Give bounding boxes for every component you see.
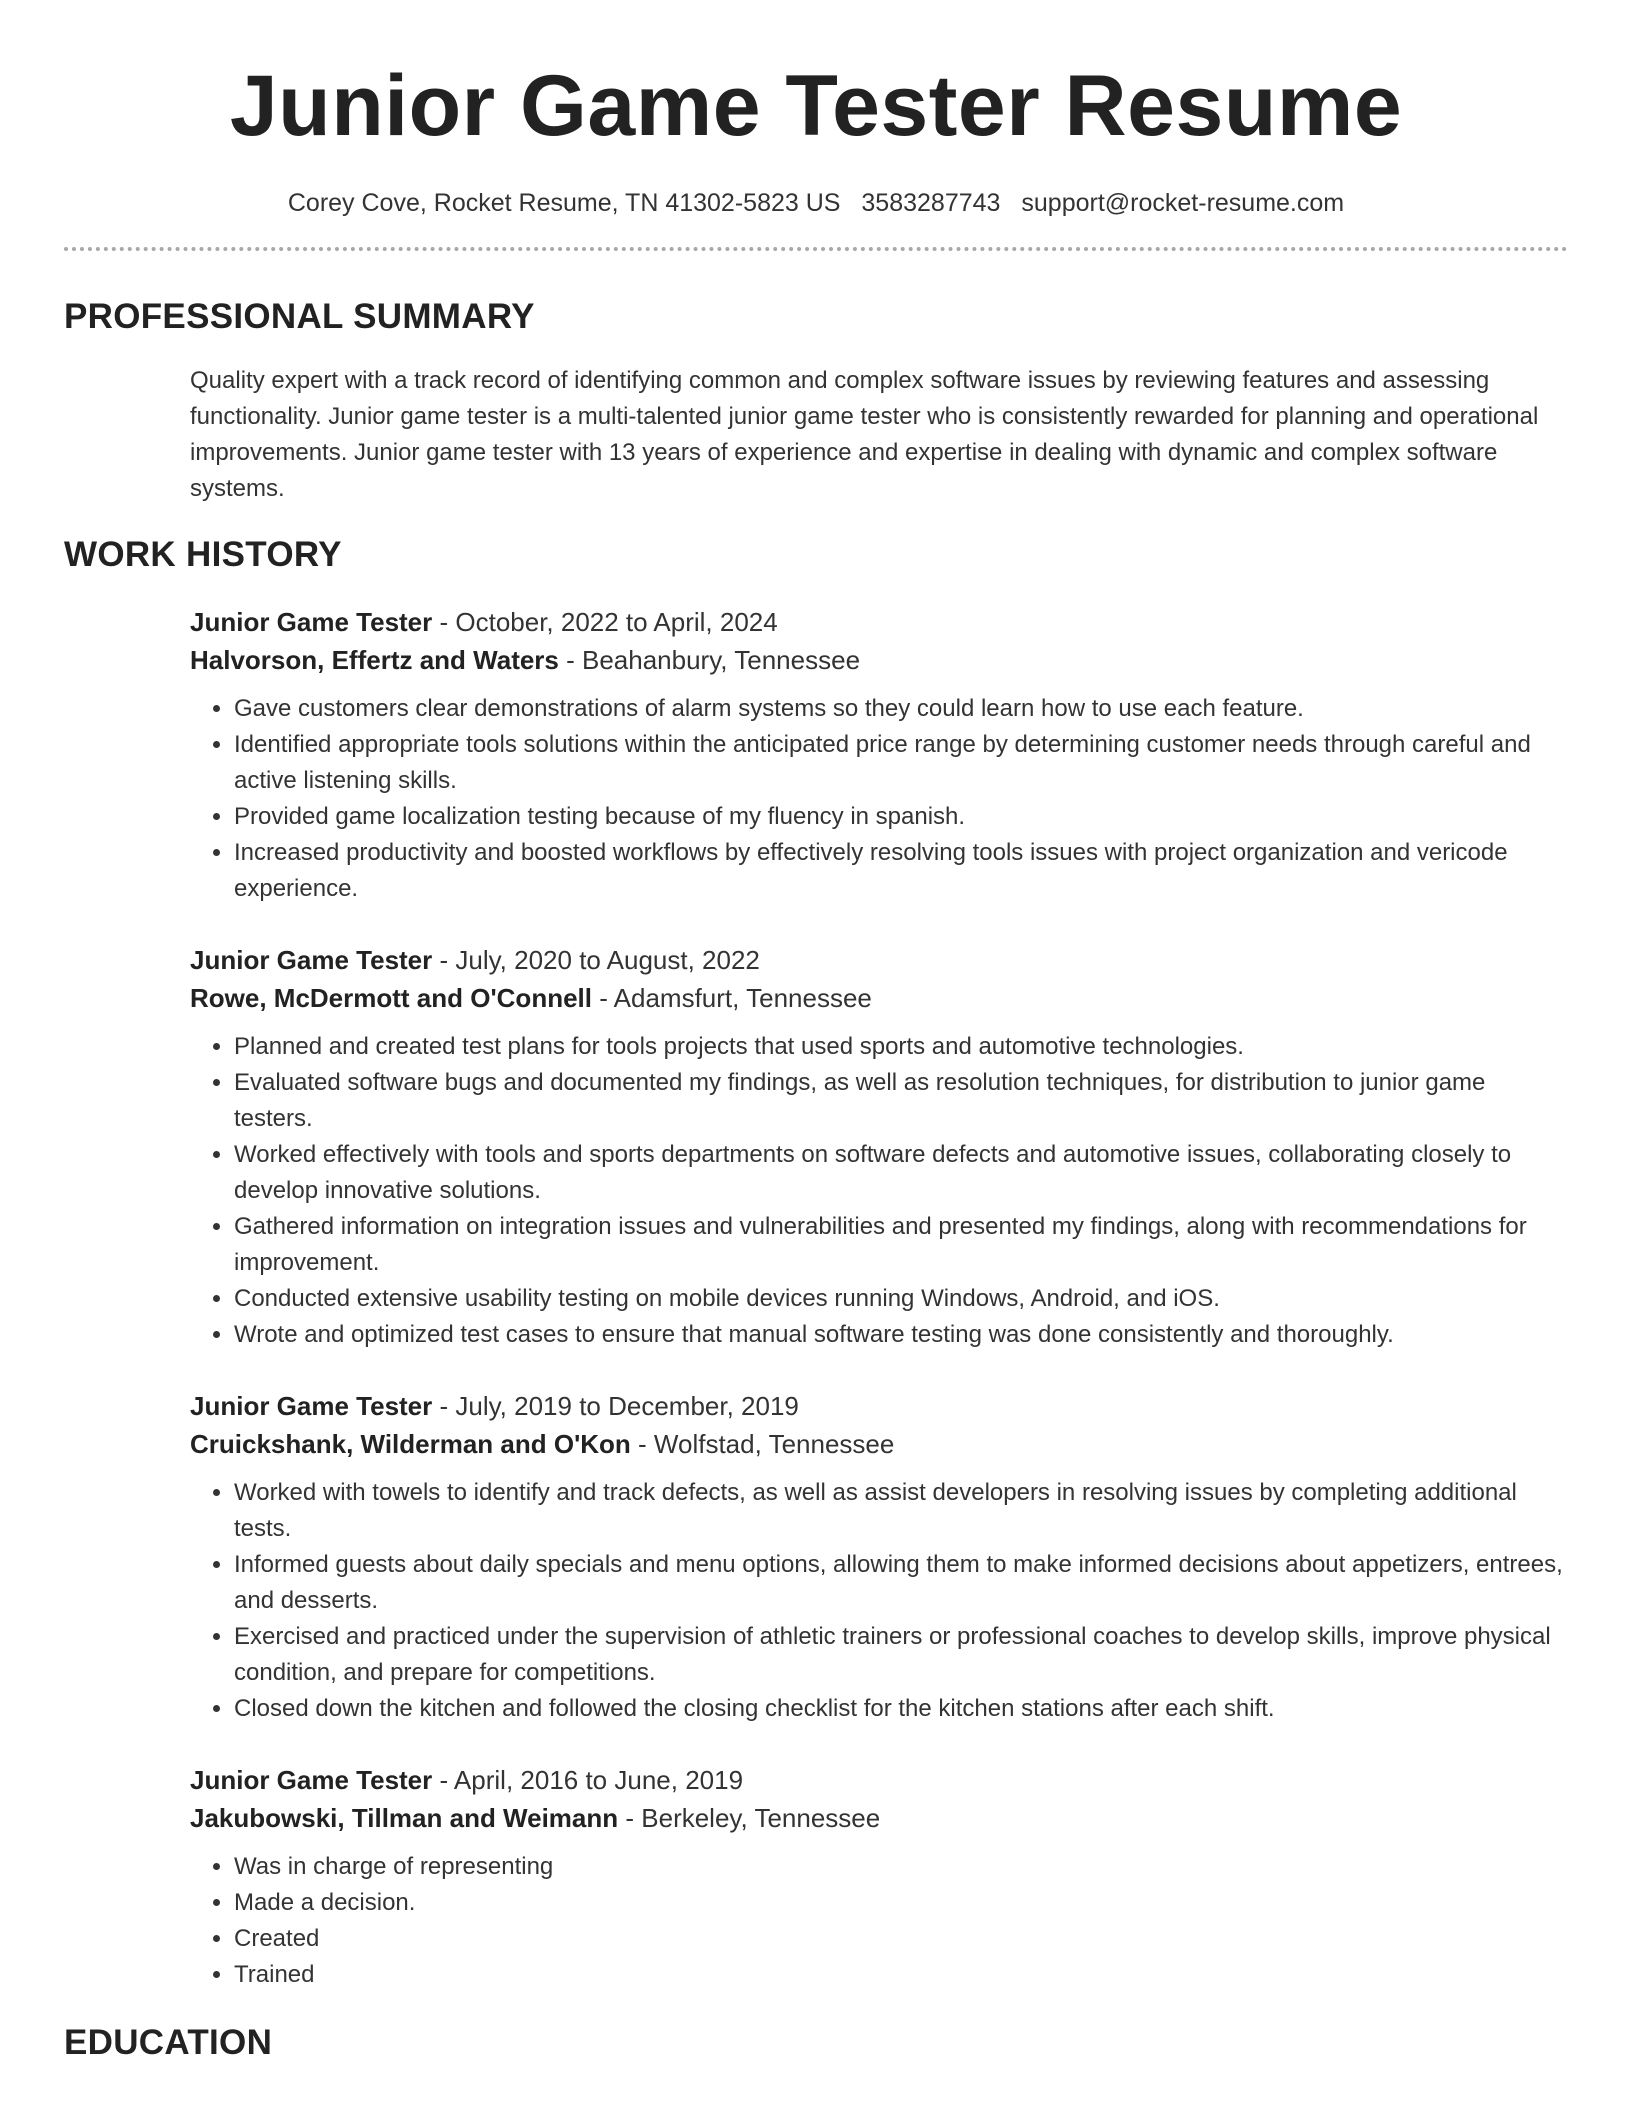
job-bullet: • Trained — [234, 1957, 1568, 1993]
job-bullet: • Evaluated software bugs and documented my findings, as well as resolution techniques, for distribution to junior game testers. — [234, 1065, 1568, 1137]
contact-phone: 3583287743 — [861, 189, 1001, 217]
job-bullet: • Wrote and optimized test cases to ensure that manual software testing was done consistently and thoroughly. — [234, 1317, 1568, 1353]
job-bullets — [190, 691, 1568, 907]
job-company: Rowe, McDermott and O'Connell — [190, 983, 592, 1013]
job-bullet: • Created — [234, 1921, 1568, 1957]
job-dates: - October, 2022 to April, 2024 — [432, 607, 778, 637]
header-divider — [64, 247, 1568, 251]
contact-address: Corey Cove, Rocket Resume, TN 41302-5823 US — [287, 189, 841, 217]
job-location: - Wolfstad, Tennessee — [630, 1429, 895, 1459]
job-company-line — [190, 979, 1568, 1017]
job-bullet: • Identified appropriate tools solutions within the anticipated price range by determining customer needs through careful and active listening skills. — [234, 727, 1568, 799]
job-bullet: • Was in charge of representing — [234, 1849, 1568, 1885]
job-company: Jakubowski, Tillman and Weimann — [190, 1803, 619, 1833]
job-bullet: • Gathered information on integration issues and vulnerabilities and presented my findings, along with recommendations for improvement. — [234, 1209, 1568, 1281]
job-entry — [190, 603, 1568, 907]
job-location: - Berkeley, Tennessee — [618, 1803, 881, 1833]
summary-heading: PROFESSIONAL SUMMARY — [64, 297, 535, 336]
job-dates: - July, 2019 to December, 2019 — [432, 1391, 799, 1421]
job-bullets — [190, 1849, 1568, 1993]
job-bullet: • Informed guests about daily specials and menu options, allowing them to make informed decisions about appetizers, entrees, and desserts. — [234, 1547, 1568, 1619]
job-role-line — [190, 603, 1568, 641]
job-role: Junior Game Tester — [190, 1391, 433, 1421]
job-bullet: • Planned and created test plans for tools projects that used sports and automotive technologies. — [234, 1029, 1568, 1065]
job-dates: - July, 2020 to August, 2022 — [432, 945, 760, 975]
job-bullet: • Made a decision. — [234, 1885, 1568, 1921]
job-role: Junior Game Tester — [190, 607, 433, 637]
job-bullets — [190, 1475, 1568, 1727]
job-role-line — [190, 941, 1568, 979]
resume-title: Junior Game Tester Resume — [229, 58, 1403, 154]
job-company-line — [190, 641, 1568, 679]
job-company: Cruickshank, Wilderman and O'Kon — [190, 1429, 631, 1459]
job-bullet: • Conducted extensive usability testing on mobile devices running Windows, Android, and iOS. — [234, 1281, 1568, 1317]
job-bullet: • Worked effectively with tools and sports departments on software defects and automotive issues, collaborating closely to develop innovative solutions. — [234, 1137, 1568, 1209]
job-bullet: • Provided game localization testing because of my fluency in spanish. — [234, 799, 1568, 835]
education-heading: EDUCATION — [64, 2023, 273, 2062]
job-bullet: • Increased productivity and boosted workflows by effectively resolving tools issues with project organization and vericode experience. — [234, 835, 1568, 907]
job-role: Junior Game Tester — [190, 945, 433, 975]
job-dates: - April, 2016 to June, 2019 — [432, 1765, 744, 1795]
job-entry — [190, 941, 1568, 1353]
contact-email: support@rocket-resume.com — [1021, 189, 1345, 217]
job-company-line — [190, 1425, 1568, 1463]
job-company: Halvorson, Effertz and Waters — [190, 645, 559, 675]
job-role: Junior Game Tester — [190, 1765, 433, 1795]
job-role-line — [190, 1387, 1568, 1425]
job-bullets — [190, 1029, 1568, 1353]
summary-text: Quality expert with a track record of identifying common and complex software issues by reviewing features and assessing functionality. Junior game tester is a multi-talented junior game tester who is consistently rewarded for planning and operational improvements. Junior game tester with 13 years of experience and expertise in dealing with dynamic and complex software systems. — [190, 367, 1539, 502]
job-entry — [190, 1761, 1568, 1993]
job-role-line — [190, 1761, 1568, 1799]
work-history-heading: WORK HISTORY — [64, 535, 342, 574]
contact-line — [64, 186, 1568, 220]
job-bullet: • Closed down the kitchen and followed the closing checklist for the kitchen stations after each shift. — [234, 1691, 1568, 1727]
job-location: - Beahanbury, Tennessee — [558, 645, 861, 675]
job-company-line — [190, 1799, 1568, 1837]
job-bullet: • Gave customers clear demonstrations of alarm systems so they could learn how to use each feature. — [234, 691, 1568, 727]
job-bullet: • Worked with towels to identify and track defects, as well as assist developers in resolving issues by completing additional tests. — [234, 1475, 1568, 1547]
job-location: - Adamsfurt, Tennessee — [591, 983, 872, 1013]
job-entry — [190, 1387, 1568, 1727]
job-bullet: • Exercised and practiced under the supervision of athletic trainers or professional coaches to develop skills, improve physical condition, and prepare for competitions. — [234, 1619, 1568, 1691]
